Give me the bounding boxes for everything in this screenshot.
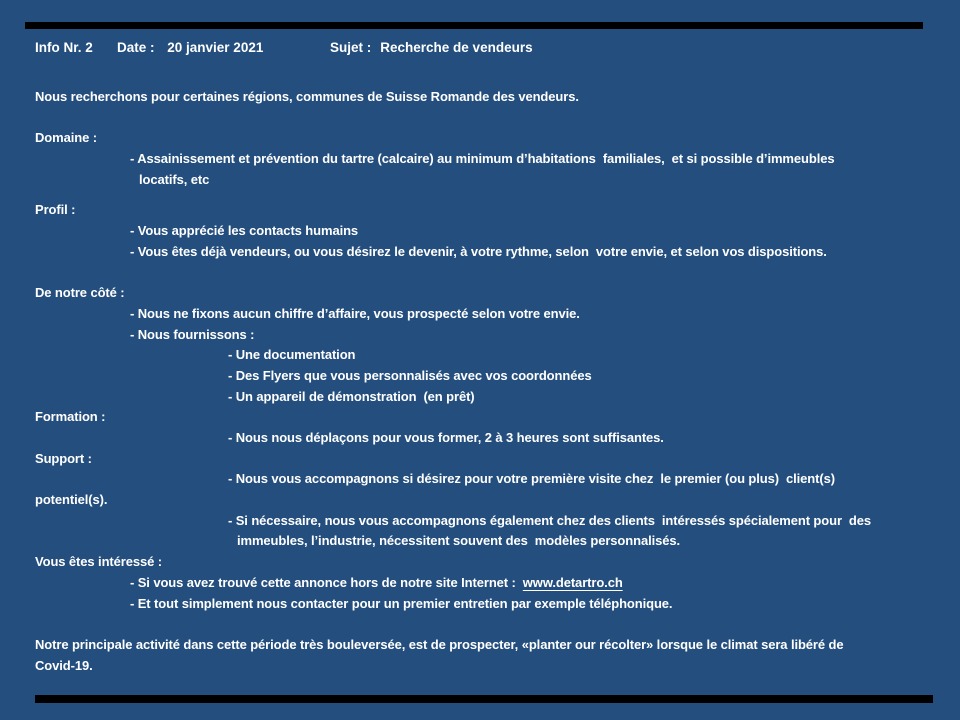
- text-line: - Assainissement et prévention du tartre (calcaire) au minimum d’habitations familiales, et si possible d’immeubles: [130, 151, 835, 167]
- section-label: De notre côté :: [35, 285, 125, 301]
- subject-label: Sujet :: [330, 40, 372, 55]
- text-line: immeubles, l’industrie, nécessitent souvent des modèles personnalisés.: [237, 533, 680, 549]
- text-line: - Et tout simplement nous contacter pour un premier entretien par exemple téléphonique.: [130, 595, 673, 611]
- text-line: - Vous êtes déjà vendeurs, ou vous désirez le devenir, à votre rythme, selon votre envie, et selon vos dispositions.: [130, 243, 827, 259]
- date-field: [117, 40, 263, 55]
- text-line: - Si nécessaire, nous vous accompagnons également chez des clients intéressés spécialement pour des: [228, 512, 872, 528]
- text-line: - Une documentation: [228, 347, 356, 363]
- spacer: [35, 263, 940, 284]
- section-label: Support :: [35, 450, 92, 466]
- bottom-divider-bar: [35, 695, 933, 703]
- text-line: - Nous nous déplaçons pour vous former, 2 à 3 heures sont suffisantes.: [228, 430, 664, 445]
- text-line: - Un appareil de démonstration (en prêt): [228, 388, 475, 404]
- info-number: Info Nr. 2: [35, 40, 93, 55]
- date-value: 20 janvier 2021: [167, 40, 264, 55]
- website-link[interactable]: www.detartro.ch: [522, 574, 623, 590]
- section-label: Profil :: [35, 202, 76, 218]
- document-body: [35, 87, 940, 676]
- section-label: Formation :: [35, 409, 106, 425]
- link-prefix-text: - Si vous avez trouvé cette annonce hors de notre site Internet :: [130, 574, 523, 590]
- text-line: potentiel(s).: [35, 492, 108, 508]
- top-divider-bar: [25, 22, 923, 29]
- text-line: - Nous fournissons :: [130, 326, 255, 342]
- spacer: [35, 614, 940, 635]
- text-line: Covid-19.: [35, 657, 93, 673]
- text-line: - Nous ne fixons aucun chiffre d’affaire, vous prospecté selon votre envie.: [130, 305, 580, 321]
- subject-value: Recherche de vendeurs: [380, 40, 533, 55]
- text-line: - Nous vous accompagnons si désirez pour votre première visite chez le premier (ou plus) client(s): [228, 471, 835, 487]
- text-line: [35, 573, 940, 594]
- spacer: [35, 190, 940, 200]
- spacer: [35, 108, 940, 129]
- text-line: Nous recherchons pour certaines régions, communes de Suisse Romande des vendeurs.: [35, 89, 579, 104]
- text-line: - Vous apprécié les contacts humains: [130, 223, 359, 239]
- section-label: Vous êtes intéressé :: [35, 554, 162, 570]
- text-line: Notre principale activité dans cette période très bouleversée, est de prospecter, «planter our récolter» lorsque le climat sera libéré de: [35, 636, 844, 652]
- text-line: - Des Flyers que vous personnalisés avec vos coordonnées: [228, 367, 592, 383]
- date-label: Date :: [117, 40, 159, 55]
- subject-field: [330, 40, 533, 55]
- text-line: locatifs, etc: [139, 171, 210, 187]
- section-label: Domaine :: [35, 130, 97, 146]
